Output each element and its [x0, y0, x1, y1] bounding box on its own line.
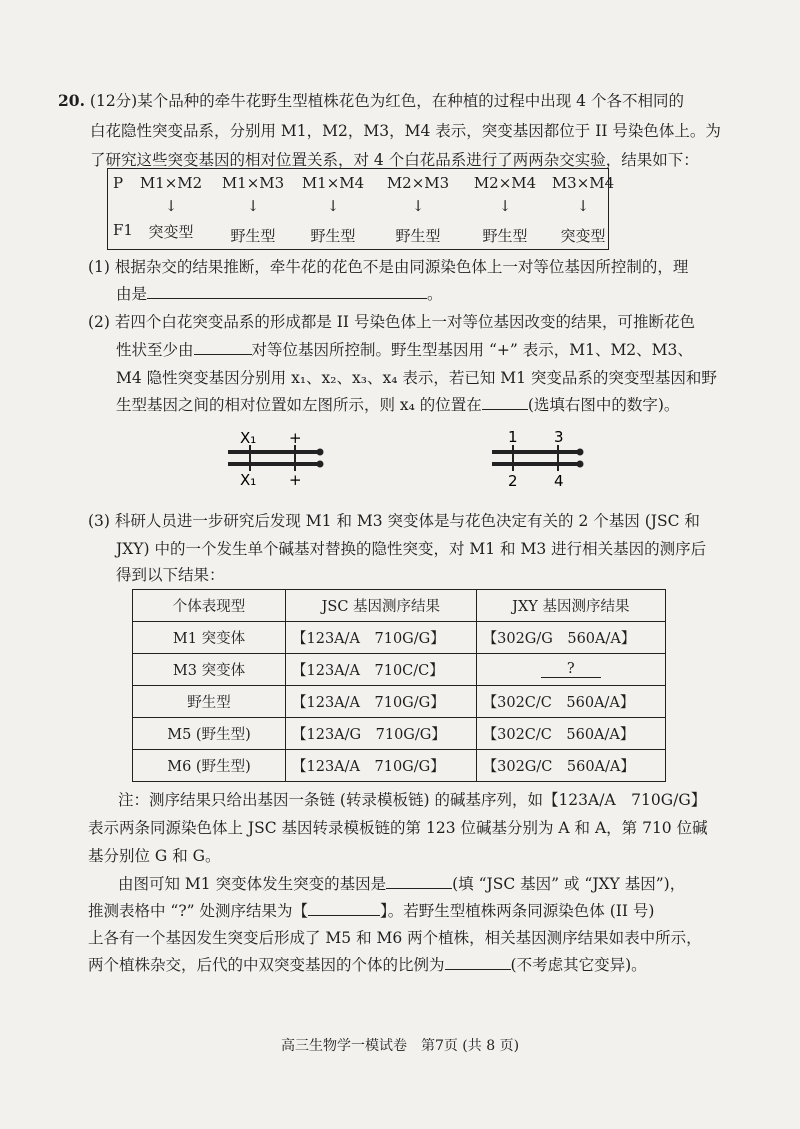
cell-jsc: 【123A/A 710G/G】: [286, 750, 477, 782]
header-phenotype: 个体表现型: [133, 590, 286, 622]
cross-arrow-2: ↓: [246, 197, 260, 215]
part2-count-blank[interactable]: [194, 339, 252, 355]
cross-arrow-5: ↓: [498, 197, 512, 215]
final-line4: [88, 954, 647, 976]
cross-results-box: [107, 168, 615, 250]
cell-phenotype: 野生型: [133, 686, 286, 718]
page-footer: 高三生物学一模试卷 第7页 (共 8 页): [280, 1038, 520, 1054]
cell-phenotype: M1 突变体: [133, 622, 286, 654]
cross-arrow-6: ↓: [576, 197, 590, 215]
cross-arrow-4: ↓: [411, 197, 425, 215]
final-line4-text: 两个植株杂交，后代的中双突变基因的个体的比例为: [88, 956, 445, 974]
label-left-bottom-x1: X₁: [240, 471, 257, 489]
centromere-left-top: [317, 449, 324, 456]
final-line2-rest: 】。若野生型植株两条同源染色体 (II 号): [380, 902, 655, 920]
p-label: P: [113, 174, 124, 192]
table-row: [133, 718, 666, 750]
cross-arrow-1: ↓: [164, 197, 178, 215]
cross-result-4: 野生型: [395, 227, 441, 245]
final-line4-end: (不考虑其它变异)。: [510, 956, 647, 974]
centromere-left-bottom: [317, 461, 324, 468]
cross-result-3: 野生型: [310, 227, 356, 245]
cell-jxy: 【302G/G 560A/A】: [476, 622, 665, 654]
part1-line2-end: 。: [427, 285, 443, 303]
part2-line2-text: 性状至少由: [116, 341, 194, 359]
cross-parent-2: M1×M3: [221, 174, 285, 192]
question-score: (12分): [89, 92, 138, 110]
mutated-gene-blank[interactable]: [386, 873, 452, 889]
part3-line3: 得到以下结果：: [116, 566, 225, 584]
part2-line4-end: (选填右图中的数字)。: [527, 396, 680, 414]
label-right-2: 2: [508, 472, 518, 490]
part2-line4: [116, 394, 679, 416]
final-line2: [88, 900, 654, 922]
cross-parent-3: M1×M4: [301, 174, 365, 192]
part1-answer-blank[interactable]: [147, 283, 427, 299]
cell-jsc: 【123A/G 710G/G】: [286, 718, 477, 750]
chromosome-diagram-left: [220, 428, 330, 490]
cross-parent-1: M1×M2: [139, 174, 203, 192]
part2-line1: (2) 若四个白花突变品系的形成都是 II 号染色体上一对等位基因改变的结果，可推断花色: [88, 313, 695, 331]
cross-result-5: 野生型: [482, 227, 528, 245]
note-line3: 基分别位 G 和 G。: [88, 847, 221, 865]
cell-jsc: 【123A/A 710G/G】: [286, 686, 477, 718]
table-row: [133, 686, 666, 718]
cross-arrow-3: ↓: [326, 197, 340, 215]
chromosome-diagram-right: [488, 428, 598, 490]
label-left-top-x1: X₁: [240, 429, 257, 447]
question-intro-line1: [58, 90, 684, 112]
centromere-right-top: [577, 449, 584, 456]
cross-result-6: 突变型: [560, 227, 606, 245]
table-row: [133, 750, 666, 782]
table-row: [133, 654, 666, 686]
cross-parent-4: M2×M3: [386, 174, 450, 192]
question-intro-line3: 了研究这些突变基因的相对位置关系，对 4 个白花品系进行了两两杂交实验，结果如下：: [90, 151, 699, 169]
cross-parent-5: M2×M4: [473, 174, 537, 192]
header-jxy: JXY 基因测序结果: [476, 590, 665, 622]
final-line1: [118, 873, 685, 895]
part2-line3: M4 隐性突变基因分别用 x₁、x₂、x₃、x₄ 表示，若已知 M1 突变品系的突变型基因和野: [116, 369, 717, 387]
cell-phenotype: M5 (野生型): [133, 718, 286, 750]
cell-jxy-unknown: [476, 654, 665, 686]
header-jsc: JSC 基因测序结果: [286, 590, 477, 622]
cell-jsc: 【123A/A 710G/G】: [286, 622, 477, 654]
question-intro-line2: 白花隐性突变品系，分别用 M1，M2，M3，M4 表示，突变基因都位于 II 号染色体上。为: [90, 122, 721, 140]
sequence-blank[interactable]: [308, 900, 380, 916]
part3-line1: (3) 科研人员进一步研究后发现 M1 和 M3 突变体是与花色决定有关的 2 个基因 (JSC 和: [88, 512, 700, 530]
intro-text-1: 某个品种的牵牛花野生型植株花色为红色，在种植的过程中出现 4 个各不相同的: [137, 92, 684, 110]
cell-jsc: 【123A/A 710C/C】: [286, 654, 477, 686]
table-row: [133, 622, 666, 654]
cross-result-1: 突变型: [148, 223, 194, 241]
cell-jxy: 【302C/C 560A/A】: [476, 718, 665, 750]
part2-line2: [116, 339, 693, 361]
label-right-4: 4: [554, 472, 564, 490]
unknown-mark: ?: [541, 661, 601, 678]
part2-line2-rest: 对等位基因所控制。野生型基因用 “+” 表示，M1、M2、M3、: [251, 341, 693, 359]
note-line1: 注：测序结果只给出基因一条链 (转录模板链) 的碱基序列，如【123A/A 710G/G】: [118, 791, 707, 809]
note-line2: 表示两条同源染色体上 JSC 基因转录模板链的第 123 位碱基分别为 A 和 A，第 710 位碱: [88, 819, 708, 837]
label-left-top-plus: +: [289, 429, 302, 447]
part1-line2-text: 由是: [116, 285, 148, 303]
final-line1-end: (填 “JSC 基因” 或 “JXY 基因”)，: [452, 875, 686, 893]
label-right-3: 3: [554, 428, 564, 446]
final-line1-text: 由图可知 M1 突变体发生突变的基因是: [118, 875, 387, 893]
question-number: 20.: [58, 91, 85, 110]
part1-line1: (1) 根据杂交的结果推断，牵牛花的花色不是由同源染色体上一对等位基因所控制的，理: [88, 258, 689, 276]
final-line3: 上各有一个基因发生突变后形成了 M5 和 M6 两个植株，相关基因测序结果如表中所示，: [88, 929, 702, 947]
part2-line4-text: 生型基因之间的相对位置如左图所示，则 x₄ 的位置在: [116, 396, 482, 414]
cell-jxy: 【302C/C 560A/A】: [476, 686, 665, 718]
cross-parent-6: M3×M4: [551, 174, 615, 192]
label-right-1: 1: [508, 428, 518, 446]
cell-phenotype: M3 突变体: [133, 654, 286, 686]
table-header-row: [133, 590, 666, 622]
part2-position-blank[interactable]: [482, 394, 528, 410]
cell-jxy: 【302G/C 560A/A】: [476, 750, 665, 782]
part3-line2: JXY) 中的一个发生单个碱基对替换的隐性突变，对 M1 和 M3 进行相关基因的测序后: [116, 540, 707, 558]
sequencing-table: [132, 589, 666, 782]
final-line2-text: 推测表格中 “?” 处测序结果为【: [88, 902, 309, 920]
f1-label: F1: [113, 221, 133, 239]
part1-line2: [116, 283, 443, 305]
cross-result-2: 野生型: [230, 227, 276, 245]
label-left-bottom-plus: +: [289, 471, 302, 489]
ratio-blank[interactable]: [445, 954, 511, 970]
cell-phenotype: M6 (野生型): [133, 750, 286, 782]
centromere-right-bottom: [577, 461, 584, 468]
